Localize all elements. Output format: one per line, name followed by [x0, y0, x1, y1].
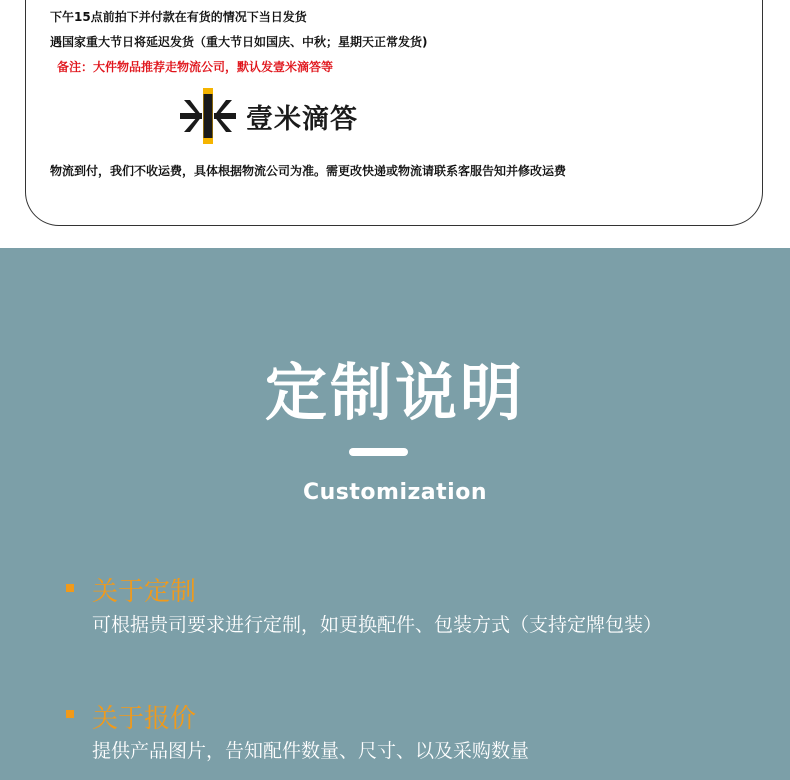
- bullet-icon: [66, 710, 74, 718]
- heading-divider: [349, 448, 408, 456]
- shipping-policy: 物流到付，我们不收运费，具体根据物流公司为准。需更改快递或物流请联系客服告知并修改运费: [50, 164, 567, 178]
- shipping-line-1: 下午15点前拍下并付款在有货的情况下当日发货: [50, 10, 307, 24]
- customization-section: [0, 248, 790, 780]
- item-desc-customization: 可根据贵司要求进行定制，如更换配件、包装方式（支持定牌包装）: [92, 614, 663, 636]
- bullet-icon: [66, 584, 74, 592]
- shipping-info-section: [0, 0, 790, 248]
- shipping-note: 备注：大件物品推荐走物流公司，默认发壹米滴答等: [57, 60, 334, 74]
- shipping-line-2: 遇国家重大节日将延迟发货（重大节日如国庆、中秋；星期天正常发货): [50, 35, 428, 49]
- yimidida-logo-icon: [180, 88, 236, 144]
- customization-heading: 定制说明: [264, 356, 525, 429]
- yimidida-logo: [180, 88, 358, 144]
- item-desc-quote: 提供产品图片，告知配件数量、尺寸、以及采购数量: [92, 740, 530, 762]
- yimidida-logo-text: 壹米滴答: [246, 103, 358, 135]
- item-title-customization: 关于定制: [92, 577, 197, 607]
- customization-subtitle: Customization: [303, 480, 487, 505]
- item-title-quote: 关于报价: [92, 704, 197, 734]
